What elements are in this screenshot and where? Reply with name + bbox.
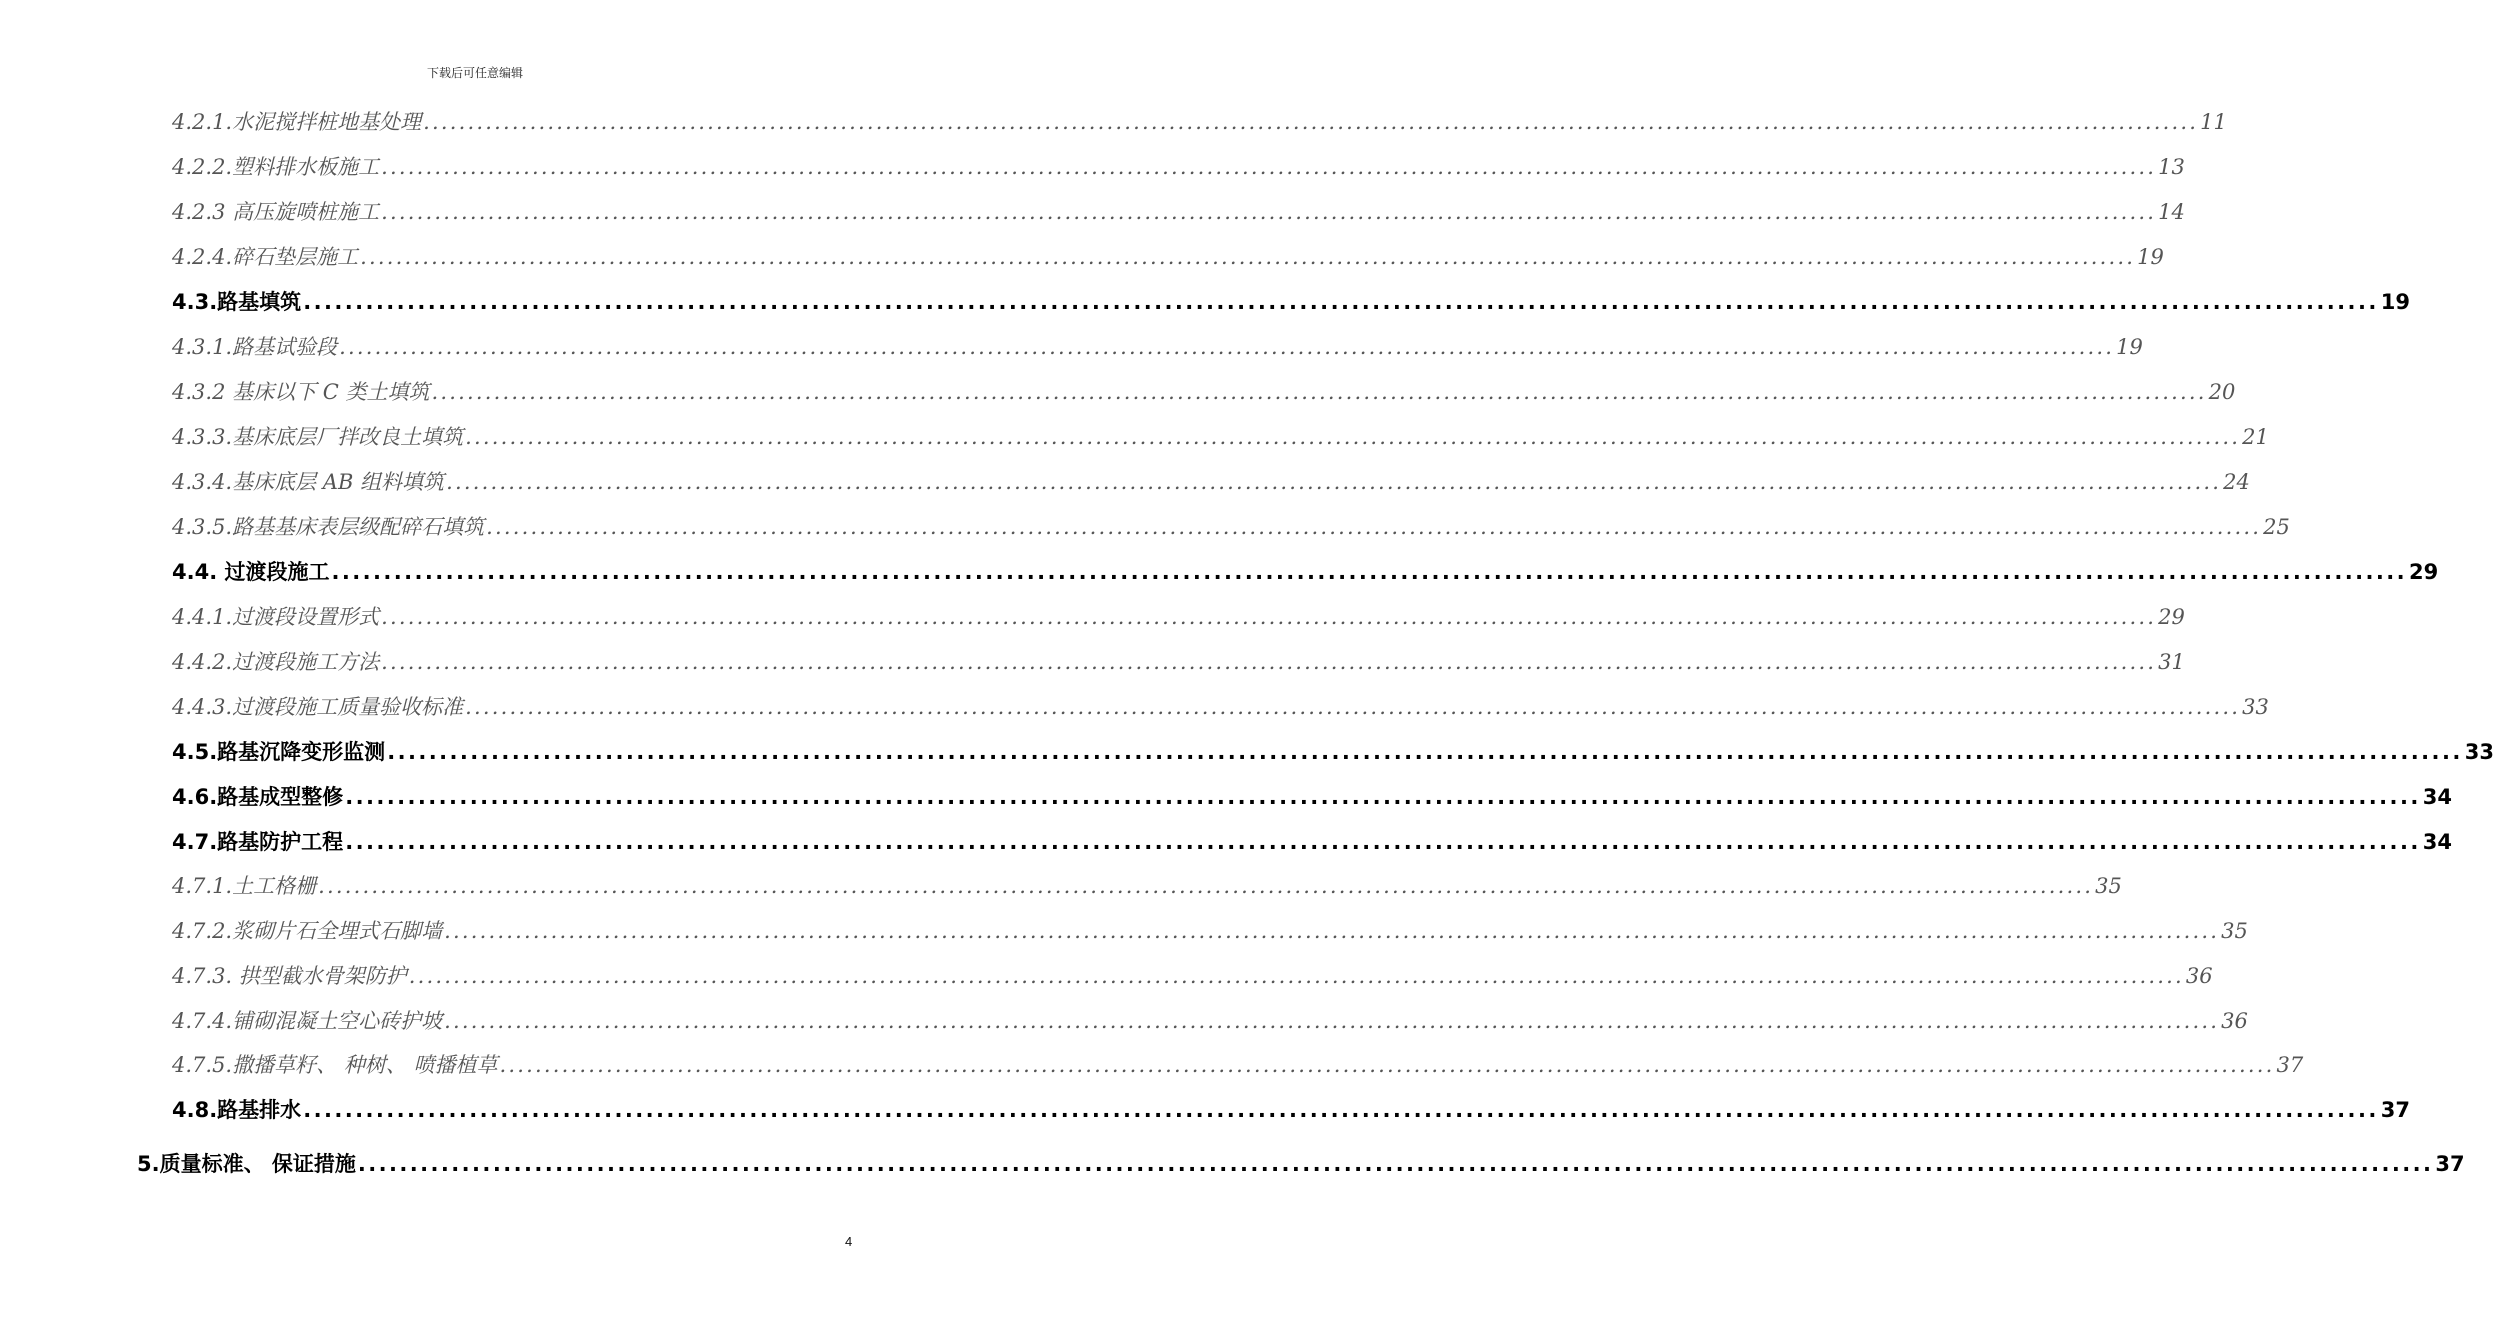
toc-leader-dots: ........................................................................................................................................................................................................ [339, 335, 2115, 359]
toc-entry-title: 4.8.路基排水 [172, 1098, 302, 1122]
toc-entry-title: 4.2.3 高压旋喷桩施工 [172, 200, 380, 224]
toc-entry-title: 4.4. 过渡段施工 [172, 560, 330, 584]
toc-entry-page: 19 [2137, 245, 2164, 269]
toc-entry-page: 37 [2276, 1053, 2304, 1077]
toc-leader-dots: ........................................................................................................................................................................................................ [446, 470, 2222, 494]
toc-entry-page: 25 [2263, 515, 2290, 539]
toc-entry-title: 4.7.5.撒播草籽、 种树、 喷播植草 [172, 1053, 498, 1077]
toc-entry-page: 19 [2380, 290, 2410, 314]
page-number: 4 [845, 1234, 853, 1249]
toc-leader-dots: ........................................................................................................................................................................................................ [357, 1152, 2434, 1176]
toc-entry-page: 37 [2380, 1098, 2410, 1122]
toc-leader-dots: ........................................................................................................................................................................................................ [387, 740, 2463, 764]
toc-entry[interactable] [172, 915, 2248, 945]
toc-leader-dots: ........................................................................................................................................................................................................ [423, 110, 2199, 134]
toc-leader-dots: ........................................................................................................................................................................................................ [331, 560, 2408, 584]
toc-leader-dots: ........................................................................................................................................................................................................ [318, 874, 2094, 898]
toc-entry-page: 24 [2223, 470, 2250, 494]
toc-entry-page: 11 [2200, 110, 2227, 134]
toc-entry-page: 31 [2158, 650, 2185, 674]
toc-leader-dots: ........................................................................................................................................................................................................ [486, 515, 2262, 539]
toc-entry-title: 4.3.3.基床底层厂拌改良土填筑 [172, 425, 464, 449]
toc-leader-dots: ........................................................................................................................................................................................................ [303, 1098, 2379, 1122]
toc-leader-dots: ........................................................................................................................................................................................................ [345, 830, 2421, 854]
toc-entry-title: 4.7.2.浆砌片石全埋式石脚墙 [172, 919, 443, 943]
toc-entry-page: 21 [2242, 425, 2269, 449]
toc-entry[interactable] [172, 870, 2122, 900]
toc-entry[interactable] [137, 1148, 2465, 1178]
toc-entry-title: 4.3.4.基床底层 AB 组料填筑 [172, 470, 445, 494]
toc-entry-page: 36 [2221, 1009, 2248, 1033]
toc-entry-title: 4.3.路基填筑 [172, 290, 302, 314]
toc-entry-title: 4.7.3. 拱型截水骨架防护 [172, 964, 407, 988]
toc-leader-dots: ........................................................................................................................................................................................................ [360, 245, 2136, 269]
toc-leader-dots: ........................................................................................................................................................................................................ [444, 1009, 2220, 1033]
toc-entry[interactable] [172, 286, 2410, 316]
toc-entry-page: 34 [2422, 785, 2452, 809]
toc-entry-title: 4.2.2.塑料排水板施工 [172, 155, 380, 179]
toc-entry-title: 4.3.5.路基基床表层级配碎石填筑 [172, 515, 485, 539]
toc-entry-title: 4.4.1.过渡段设置形式 [172, 605, 380, 629]
toc-entry[interactable] [172, 241, 2164, 271]
toc-entry-title: 4.7.路基防护工程 [172, 830, 344, 854]
toc-leader-dots: ........................................................................................................................................................................................................ [431, 380, 2207, 404]
toc-leader-dots: ........................................................................................................................................................................................................ [381, 155, 2157, 179]
toc-entry-title: 4.4.2.过渡段施工方法 [172, 650, 380, 674]
toc-entry-title: 4.7.1.土工格栅 [172, 874, 317, 898]
toc-entry[interactable] [172, 511, 2290, 541]
toc-leader-dots: ........................................................................................................................................................................................................ [381, 650, 2157, 674]
toc-leader-dots: ........................................................................................................................................................................................................ [465, 695, 2241, 719]
toc-entry-page: 14 [2158, 200, 2185, 224]
toc-entry-page: 13 [2158, 155, 2185, 179]
toc-entry-page: 29 [2158, 605, 2185, 629]
toc-entry-page: 33 [2464, 740, 2494, 764]
toc-leader-dots: ........................................................................................................................................................................................................ [303, 290, 2379, 314]
toc-entry-page: 35 [2095, 874, 2122, 898]
toc-leader-dots: ........................................................................................................................................................................................................ [465, 425, 2241, 449]
toc-leader-dots: ........................................................................................................................................................................................................ [345, 785, 2421, 809]
toc-entry-title: 4.7.4.铺砌混凝土空心砖护坡 [172, 1009, 443, 1033]
toc-entry[interactable] [172, 151, 2185, 181]
toc-entry-page: 29 [2409, 560, 2439, 584]
toc-entry-page: 33 [2242, 695, 2269, 719]
toc-entry-page: 35 [2221, 919, 2248, 943]
toc-entry-page: 37 [2435, 1152, 2465, 1176]
toc-entry[interactable] [172, 646, 2185, 676]
toc-entry-title: 4.5.路基沉降变形监测 [172, 740, 386, 764]
toc-entry[interactable] [172, 781, 2452, 811]
toc-entry[interactable] [172, 1094, 2410, 1124]
toc-leader-dots: ........................................................................................................................................................................................................ [499, 1053, 2275, 1077]
toc-entry[interactable] [172, 1049, 2304, 1079]
toc-entry[interactable] [172, 376, 2236, 406]
toc-entry[interactable] [172, 106, 2227, 136]
toc-entry-title: 4.3.2 基床以下 C 类土填筑 [172, 380, 430, 404]
page-header: 下载后可任意编辑 [426, 66, 523, 80]
toc-entry-title: 4.6.路基成型整修 [172, 785, 344, 809]
toc-entry-title: 4.4.3.过渡段施工质量验收标准 [172, 695, 464, 719]
toc-entry-title: 4.2.1.水泥搅拌桩地基处理 [172, 110, 422, 134]
toc-leader-dots: ........................................................................................................................................................................................................ [408, 964, 2184, 988]
toc-entry-page: 19 [2116, 335, 2143, 359]
toc-entry[interactable] [172, 960, 2213, 990]
toc-entry[interactable] [172, 601, 2185, 631]
toc-entry-page: 34 [2422, 830, 2452, 854]
toc-entry-title: 4.2.4.碎石垫层施工 [172, 245, 359, 269]
toc-entry-title: 4.3.1.路基试验段 [172, 335, 338, 359]
toc-entry-page: 20 [2208, 380, 2236, 404]
toc-entry[interactable] [172, 691, 2269, 721]
toc-leader-dots: ........................................................................................................................................................................................................ [381, 200, 2157, 224]
toc-entry[interactable] [172, 466, 2250, 496]
toc-entry-page: 36 [2185, 964, 2213, 988]
toc-leader-dots: ........................................................................................................................................................................................................ [444, 919, 2220, 943]
toc-entry[interactable] [172, 331, 2143, 361]
toc-entry[interactable] [172, 826, 2452, 856]
toc-entry[interactable] [172, 196, 2185, 226]
toc-entry[interactable] [172, 736, 2494, 766]
toc-leader-dots: ........................................................................................................................................................................................................ [381, 605, 2157, 629]
toc-entry-title: 5.质量标准、 保证措施 [137, 1152, 356, 1176]
toc-entry[interactable] [172, 556, 2439, 586]
toc-entry[interactable] [172, 421, 2269, 451]
toc-entry[interactable] [172, 1005, 2248, 1035]
